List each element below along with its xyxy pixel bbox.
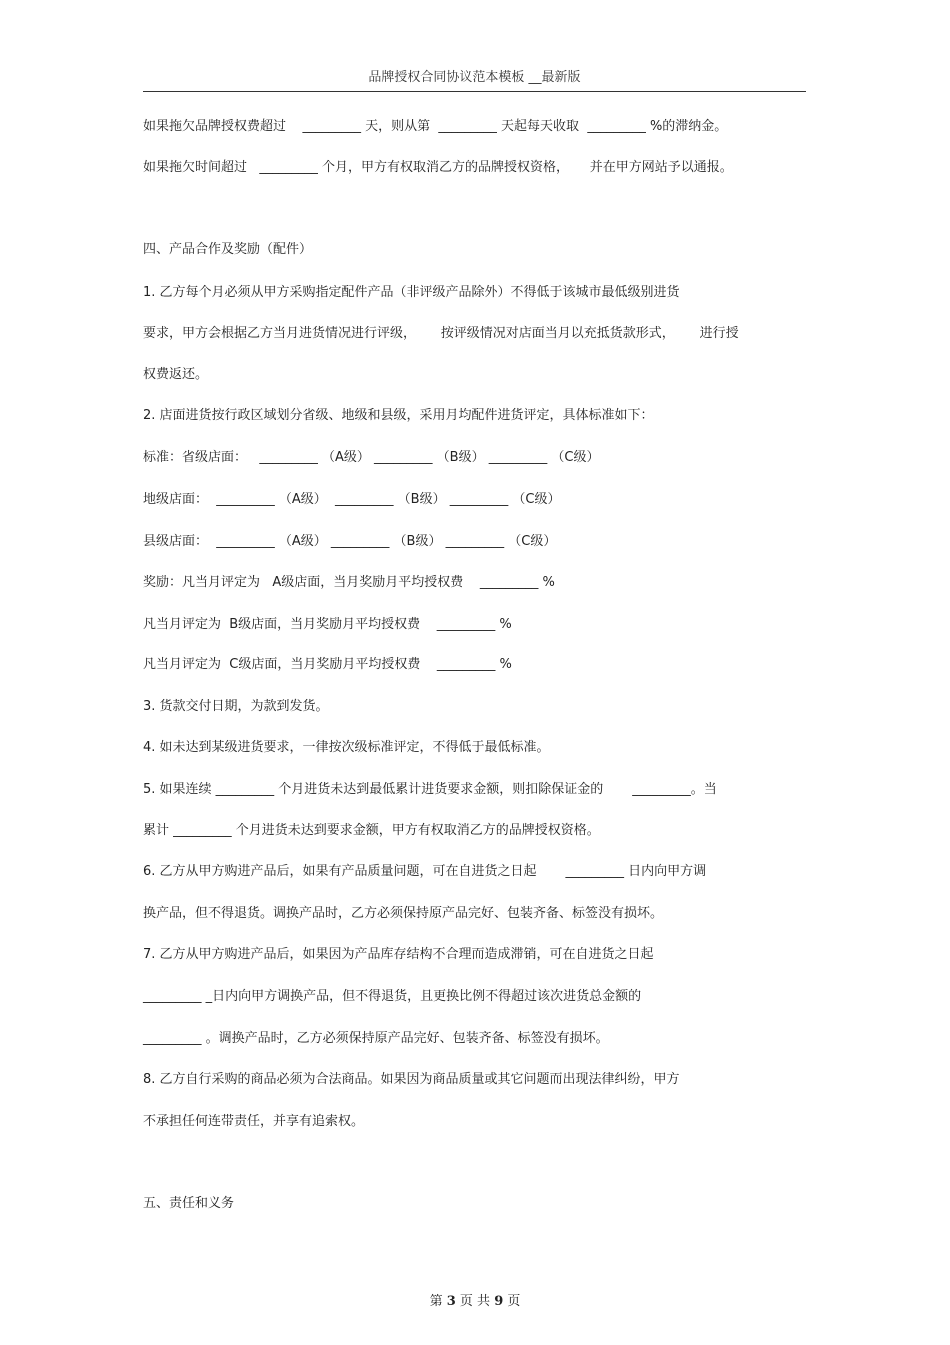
text-line: 6. 乙方从甲方购进产品后，如果有产品质量问题，可在自进货之日起 _________ 日内向甲方调	[143, 864, 707, 879]
text-line: _________ _日内向甲方调换产品，但不得退货，且更换比例不得超过该次进货总金额的	[143, 989, 642, 1004]
text-line: 7. 乙方从甲方购进产品后，如果因为产品库存结构不合理而造成滞销，可在自进货之日起	[143, 947, 654, 962]
text-line: 2. 店面进货按行政区域划分省级、地级和县级，采用月均配件进货评定，具体标准如下：	[143, 408, 654, 423]
text-line: 要求，甲方会根据乙方当月进货情况进行评级， 按评级情况对店面当月以充抵货款形式， 进行授	[143, 326, 739, 341]
section-heading: 四、产品合作及奖励（配件）	[143, 242, 313, 257]
text-line: 换产品，但不得退货。调换产品时，乙方必须保持原产品完好、包装齐备、标签没有损坏。	[143, 906, 664, 921]
text-line: 如果拖欠时间超过 _________ 个月，甲方有权取消乙方的品牌授权资格， 并在甲方网站予以通报。	[143, 160, 733, 175]
text-line: 县级店面： _________ （A级） _________ （B级） _________ （C级）	[143, 534, 557, 549]
text-line: 4. 如未达到某级进货要求，一律按次级标准评定，不得低于最低标准。	[143, 740, 550, 755]
text-line: 标准：省级店面： _________ （A级） _________ （B级） _________ （C级）	[143, 450, 600, 465]
footer-prefix: 第	[429, 1294, 443, 1309]
text-line: 5. 如果连续 _________ 个月进货未达到最低累计进货要求金额，则扣除保证金的 _________。当	[143, 782, 717, 797]
text-line: 如果拖欠品牌授权费超过 _________ 天，则从第 _________ 天起每天收取 _________ %的滞纳金。	[143, 119, 728, 134]
section-heading: 五、责任和义务	[143, 1196, 235, 1211]
page-footer	[0, 1290, 950, 1309]
text-line: 权费返还。	[143, 367, 209, 382]
text-line: 8. 乙方自行采购的商品必须为合法商品。如果因为商品质量或其它问题而出现法律纠纷，甲方	[143, 1072, 680, 1087]
text-line: 累计 _________ 个月进货未达到要求金额，甲方有权取消乙方的品牌授权资格。	[143, 823, 600, 838]
footer-middle: 页 共	[459, 1294, 491, 1309]
footer-total-pages: 9	[494, 1294, 504, 1309]
page-header-title: 品牌授权合同协议范本模板 __最新版	[368, 70, 581, 85]
text-line: 奖励：凡当月评定为 A级店面，当月奖励月平均授权费 _________ %	[143, 575, 555, 590]
text-line: 3. 货款交付日期，为款到发货。	[143, 699, 329, 714]
footer-suffix: 页	[507, 1294, 521, 1309]
text-line: 不承担任何连带责任，并享有追索权。	[143, 1114, 365, 1129]
header-divider	[143, 91, 806, 92]
footer-page-number: 3	[446, 1294, 456, 1309]
text-line: 地级店面： _________ （A级） _________ （B级） _________ （C级）	[143, 492, 561, 507]
text-line: 凡当月评定为 B级店面，当月奖励月平均授权费 _________ %	[143, 617, 512, 632]
text-line: 1. 乙方每个月必须从甲方采购指定配件产品（非评级产品除外）不得低于该城市最低级别进货	[143, 285, 680, 300]
text-line: 凡当月评定为 C级店面，当月奖励月平均授权费 _________ %	[143, 657, 512, 672]
text-line: _________ 。调换产品时，乙方必须保持原产品完好、包装齐备、标签没有损坏。	[143, 1031, 609, 1046]
